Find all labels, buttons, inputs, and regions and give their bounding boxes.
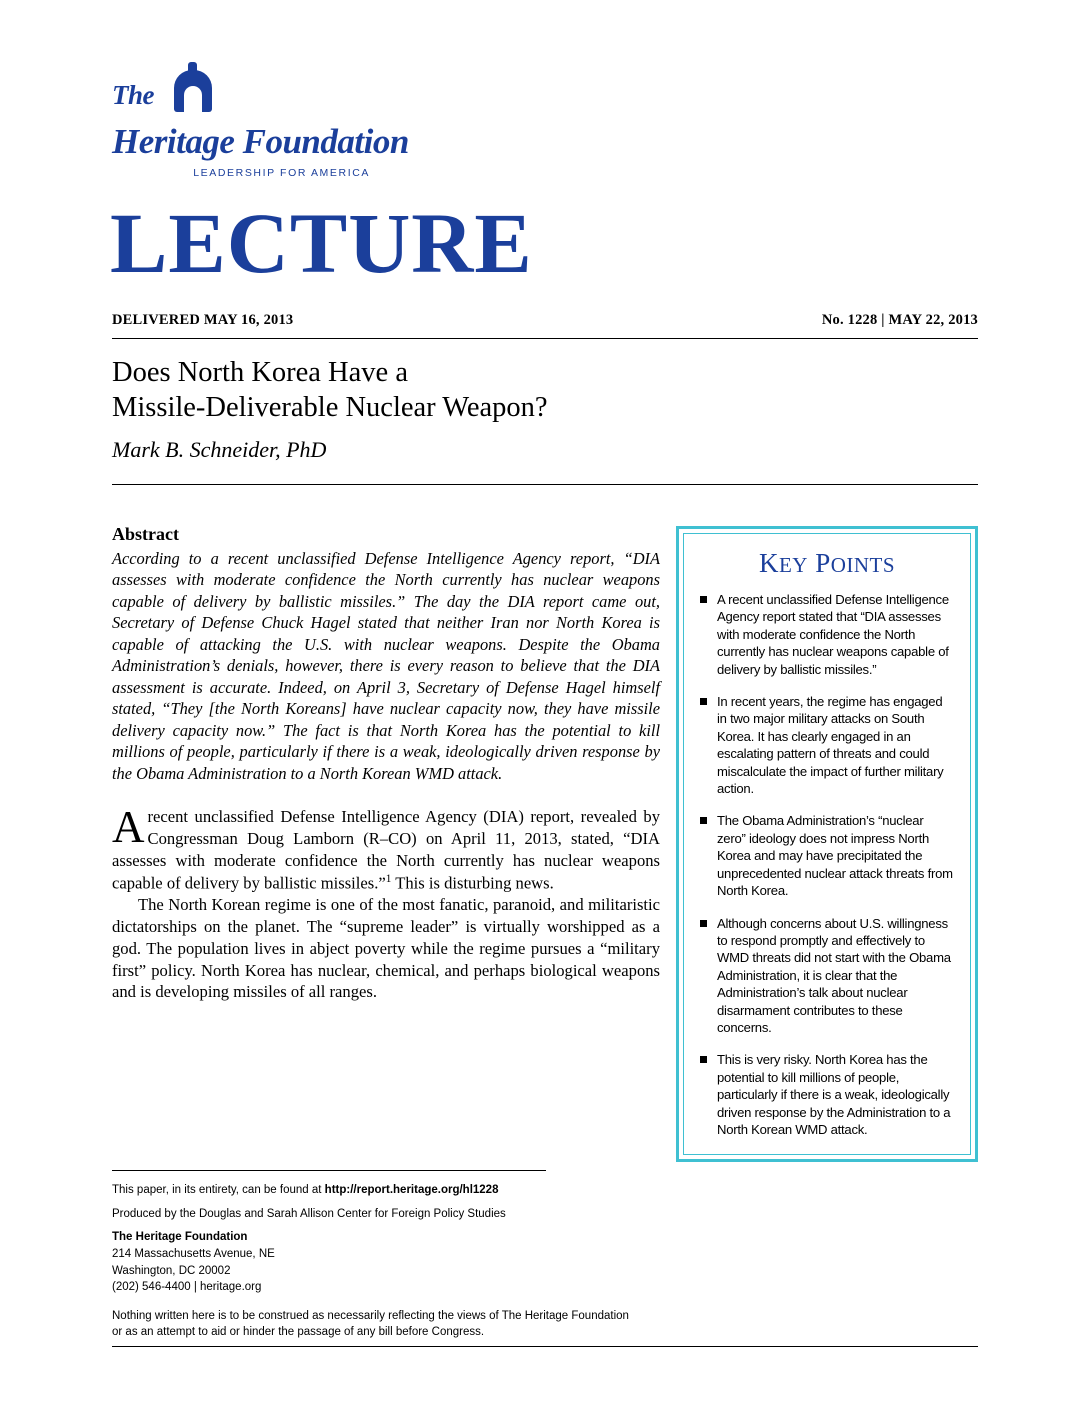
key-point-item — [700, 1051, 954, 1138]
liberty-bell-icon — [170, 60, 216, 118]
paper-url-link[interactable]: http://report.heritage.org/hl1228 — [324, 1184, 499, 1196]
key-point-text: A recent unclassified Defense Intelligence Agency report stated that “DIA assesses with moderate confidence the North currently has nuclear weapons capable of delivery by ballistic missiles.” — [717, 592, 949, 677]
delivered-date: DELIVERED MAY 16, 2013 — [112, 312, 294, 328]
key-point-text: Although concerns about U.S. willingness to respond promptly and effectively to WMD threats did not start with the Obama Administration, it is clear that the Administration’s talk about nuclear disarmament contributes to these concerns. — [717, 915, 951, 1035]
key-point-item — [700, 915, 954, 1037]
abstract-text: According to a recent unclassified Defense Intelligence Agency report, “DIA assesses with moderate confidence the North currently has nuclear weapons capable of delivery by ballistic missiles.” The day the DIA report came out, Secretary of Defense Chuck Hagel stated that neither Iran nor North Korea is capable of attacking the U.S. with nuclear weapons. Despite the Obama Administration’s denials, however, there is every reason to believe that the DIA assessment is accurate. Indeed, on April 3, Secretary of Defense Hagel himself stated, “They [the North Koreans] have nuclear capacity now, they have missile delivery capacity now.” The fact is that North Korea has the potential to kill millions of people, particularly if there is a weak, ideologically driven response by the Obama Administration to a North Korean WMD attack. — [112, 549, 660, 783]
key-points-title: KEY POINTS — [758, 548, 896, 578]
divider-bottom — [112, 1346, 978, 1347]
masthead — [112, 58, 412, 179]
author-name: Mark B. Schneider, PhD — [112, 437, 327, 462]
footer-contact: (202) 546-4400 | heritage.org — [112, 1281, 262, 1294]
key-points-panel — [676, 526, 978, 1162]
publication-type: LECTURE — [110, 195, 533, 291]
square-bullet-icon — [700, 817, 707, 824]
main-column — [112, 524, 660, 1003]
logo-tagline: LEADERSHIP FOR AMERICA — [193, 167, 370, 179]
logo-the-text: The — [112, 80, 154, 110]
square-bullet-icon — [700, 596, 707, 603]
issue-number-and-date: No. 1228 | MAY 22, 2013 — [821, 312, 978, 328]
divider-footer — [112, 1170, 546, 1171]
key-point-item — [700, 693, 954, 797]
footer-disclaimer: Nothing written here is to be construed as necessarily reflecting the views of The Heritage Foundation or as an attempt to aid or hinder the passage of any bill before Congress. — [112, 1310, 629, 1339]
logo-row — [112, 58, 412, 118]
footnote-marker-1: 1 — [385, 872, 392, 885]
key-points-list — [700, 591, 954, 1138]
square-bullet-icon — [700, 1056, 707, 1063]
key-point-text: This is very risky. North Korea has the potential to kill millions of people, particularly if there is a weak, ideologically driven response by the Administration to a North Korean WMD attack. — [717, 1052, 951, 1137]
key-point-item — [700, 812, 954, 899]
square-bullet-icon — [700, 698, 707, 705]
body-paragraph-1 — [112, 802, 660, 894]
page-title — [112, 356, 812, 426]
key-point-text: The Obama Administration’s “nuclear zero” ideology does not impress North Korea and may have precipitated the unprecedented nuclear attack threats from North Korea. — [717, 813, 953, 899]
divider-top — [112, 338, 978, 339]
body-paragraph-2: The North Korean regime is one of the most fanatic, paranoid, and militaristic dictatorships on the planet. The “supreme leader” is virtually worshipped as a god. The population lives in abject poverty while the regime pursues a “military first” policy. North Korea has nuclear, chemical, and perhaps biological weapons and is developing missiles of all ranges. — [112, 895, 660, 1002]
produced-by: Produced by the Douglas and Sarah Allison Center for Foreign Policy Studies — [112, 1207, 506, 1220]
key-point-item — [700, 591, 954, 678]
key-point-text: In recent years, the regime has engaged in two major military attacks on South Korea. It has clearly engaged in an escalating pattern of threats and could miscalculate the impact of further military action. — [717, 694, 944, 797]
page-title-line-2: Missile-Deliverable Nuclear Weapon? — [112, 391, 548, 423]
divider-under-title — [112, 484, 978, 485]
paper-note-prefix: This paper, in its entirety, can be found at — [112, 1184, 325, 1196]
footer-block — [112, 1182, 632, 1341]
body-paragraph-1-tail: This is disturbing news. — [391, 873, 554, 893]
abstract-heading: Abstract — [112, 524, 179, 544]
key-points-inner — [683, 533, 971, 1155]
logo-organization-name: Heritage Foundation — [112, 122, 409, 161]
footer-address-line-1: 214 Massachusetts Avenue, NE — [112, 1248, 275, 1261]
paper-note — [112, 1182, 632, 1199]
page-title-line-1: Does North Korea Have a — [112, 357, 408, 388]
footer-organization: The Heritage Foundation — [112, 1231, 248, 1244]
footer-address-line-2: Washington, DC 20002 — [112, 1264, 231, 1277]
header-meta-row — [112, 312, 978, 329]
body-paragraph-1-text: recent unclassified Defense Intelligence Agency (DIA) report, revealed by Congressman Doug Lamborn (R–CO) on April 11, 2013, stated, “DIA assesses with moderate confidence the North currently has nuclear weapons capable of delivery by ballistic missiles.” — [112, 807, 660, 893]
drop-cap: A — [112, 802, 145, 853]
square-bullet-icon — [700, 920, 707, 927]
